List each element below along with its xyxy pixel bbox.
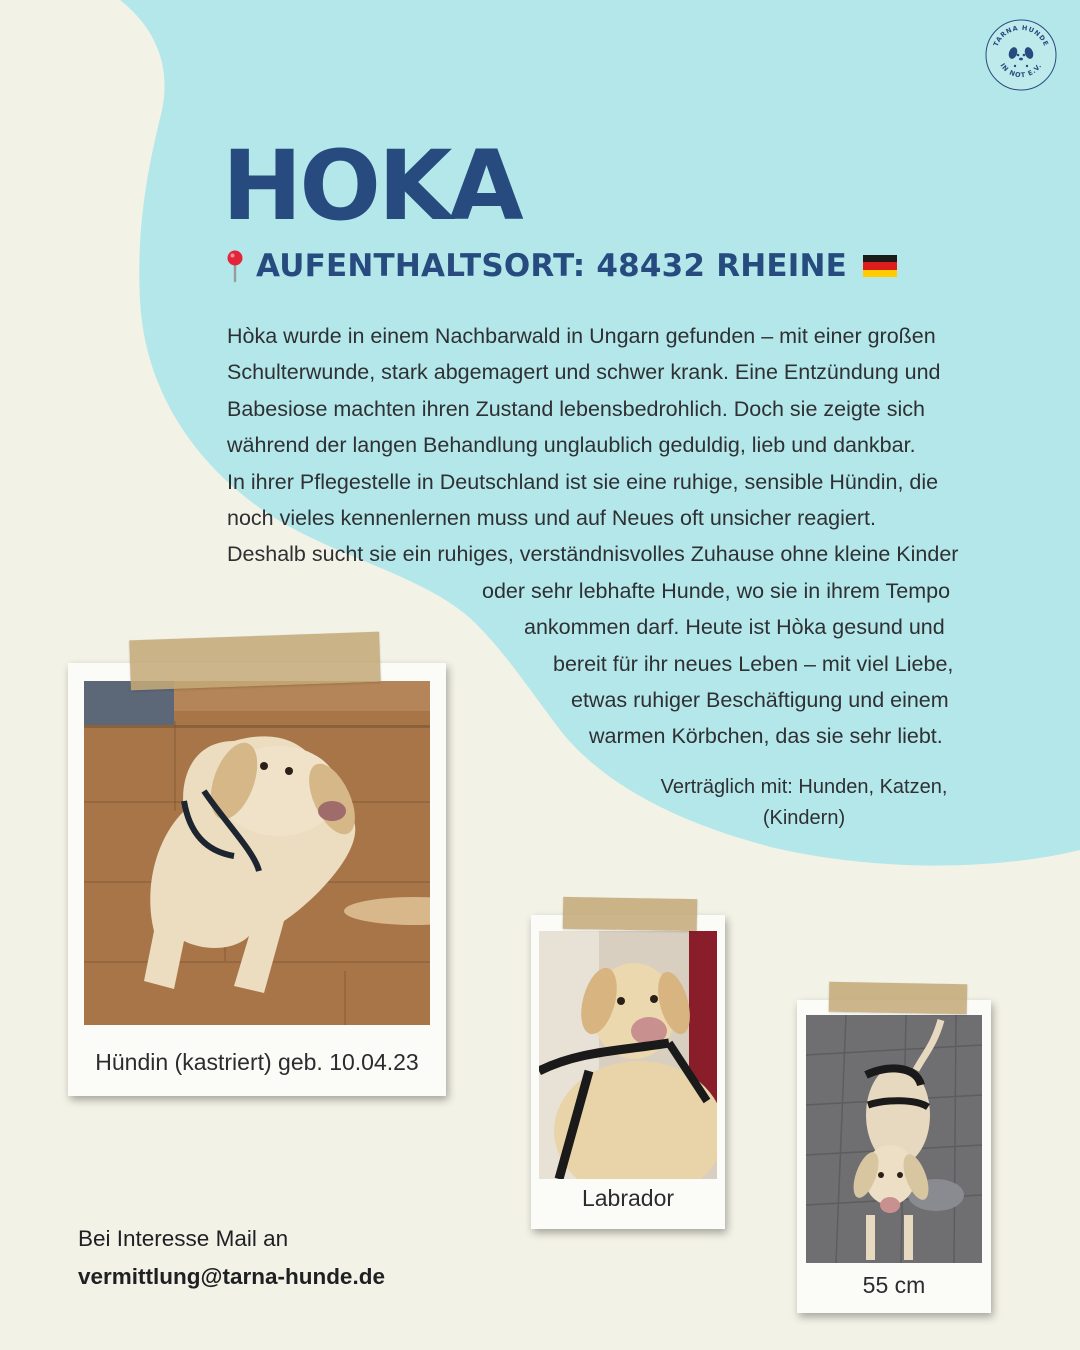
- photo-caption: Labrador: [581, 1185, 675, 1211]
- germany-flag-icon: [863, 255, 897, 277]
- story-line: Deshalb sucht sie ein ruhiges, verständnisvolles Zuhause ohne kleine Kinder: [227, 542, 959, 567]
- dog-name-title: HOKA: [222, 130, 521, 242]
- logo-text-bottom: IN NOT E.V.: [998, 61, 1044, 80]
- compatibility-note: [594, 772, 1014, 834]
- tape-decoration: [563, 897, 698, 931]
- contact-email-link[interactable]: vermittlung@tarna-hunde.de: [78, 1264, 385, 1289]
- dog-portrait-photo: [539, 931, 717, 1179]
- compatibility-line: Verträglich mit: Hunden, Katzen,: [660, 776, 948, 798]
- story-line: während der langen Behandlung unglaublich geduldig, lieb und dankbar.: [227, 433, 916, 458]
- pin-icon: [224, 249, 246, 283]
- logo-text-top: TARNA HUNDE: [991, 23, 1051, 48]
- dog-lying-photo: [84, 681, 430, 1025]
- photo-caption: 55 cm: [862, 1272, 926, 1298]
- location-text: AUFENTHALTSORT: 48432 RHEINE: [256, 248, 848, 284]
- contact-block: [78, 1220, 385, 1296]
- story-line: Schulterwunde, stark abgemagert und schwer krank. Eine Entzündung und: [227, 360, 941, 385]
- story-line: ankommen darf. Heute ist Hòka gesund und: [524, 615, 945, 640]
- photo-card-right: [797, 1000, 991, 1313]
- story-line: bereit für ihr neues Leben – mit viel Liebe,: [553, 651, 954, 676]
- location-row: [224, 246, 897, 286]
- photo-card-large: [68, 663, 446, 1096]
- photo-caption: Hündin (kastriert) geb. 10.04.23: [95, 1049, 419, 1075]
- organization-logo: [984, 18, 1058, 92]
- tape-decoration: [129, 632, 381, 691]
- story-line: Hòka wurde in einem Nachbarwald in Ungarn gefunden – mit einer großen: [227, 324, 936, 348]
- dog-walking-photo: [806, 1015, 982, 1263]
- story-line: oder sehr lebhafte Hunde, wo sie in ihrem Tempo: [482, 578, 951, 603]
- story-line: In ihrer Pflegestelle in Deutschland ist sie eine ruhige, sensible Hündin, die: [227, 469, 939, 494]
- compatibility-line: (Kindern): [762, 807, 846, 829]
- tape-decoration: [829, 982, 968, 1014]
- photo-card-middle: [531, 915, 725, 1229]
- story-line: Babesiose machten ihren Zustand lebensbedrohlich. Doch sie zeigte sich: [227, 396, 925, 421]
- story-line: warmen Körbchen, das sie sehr liebt.: [589, 724, 943, 749]
- story-line: etwas ruhiger Beschäftigung und einem: [571, 688, 949, 712]
- contact-intro: Bei Interesse Mail an: [78, 1226, 289, 1251]
- story-line: noch vieles kennenlernen muss und auf Neues oft unsicher reagiert.: [227, 506, 876, 530]
